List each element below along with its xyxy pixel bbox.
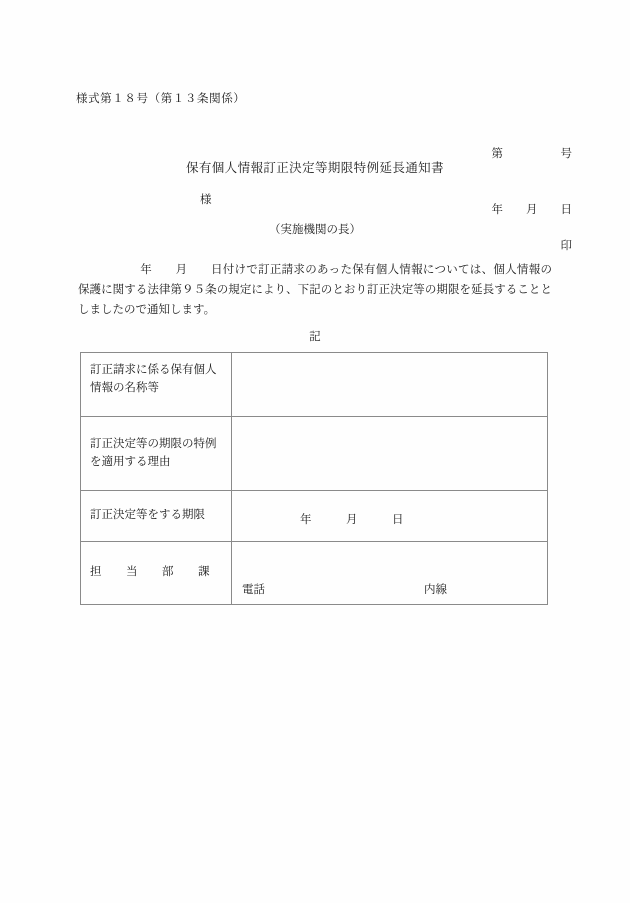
row-label-extension-reason: 訂正決定等の期限の特例を適用する理由 [81, 417, 232, 491]
issuer-field: （実施機関の長） [269, 224, 361, 236]
addressee-field: 様 [200, 194, 212, 206]
table-row [81, 491, 548, 542]
page-title: 保有個人情報訂正決定等期限特例延長通知書 [185, 161, 444, 175]
row-value-decision-deadline[interactable] [232, 491, 548, 542]
row-label-department: 担 当 部 課 [81, 542, 232, 605]
form-number-label: 様式第１８号（第１３条関係） [76, 93, 246, 105]
row-value-department[interactable] [232, 542, 548, 605]
body-line-2: の保護に関する法律第９５条の規定により、下記のとおり訂正決定等の期限を延長する [78, 264, 552, 296]
details-table [80, 352, 548, 605]
table-row [81, 417, 548, 491]
seal-icon: 印 [560, 240, 572, 252]
extension-label: 内線 [424, 584, 447, 596]
row-value-information-name[interactable] [232, 353, 548, 417]
deadline-date-blanks: 年 月 日 [300, 514, 404, 526]
table-row [81, 542, 548, 605]
table-row [81, 353, 548, 417]
note-label: 記 [309, 331, 321, 343]
document-date-field: 年 月 日 [491, 204, 572, 217]
body-paragraph [78, 261, 552, 320]
contact-line [242, 550, 539, 598]
body-line-3: こととしましたので通知します。 [78, 283, 552, 316]
body-line-1: 年 月 日付けで訂正請求のあった保有個人情報については、個人情報 [140, 264, 541, 276]
row-value-extension-reason[interactable] [232, 417, 548, 491]
row-label-information-name: 訂正請求に係る保有個人情報の名称等 [81, 353, 232, 417]
document-number-field: 第 号 [491, 148, 572, 161]
row-label-decision-deadline: 訂正決定等をする期限 [81, 491, 232, 542]
telephone-label: 電話 [242, 584, 265, 596]
